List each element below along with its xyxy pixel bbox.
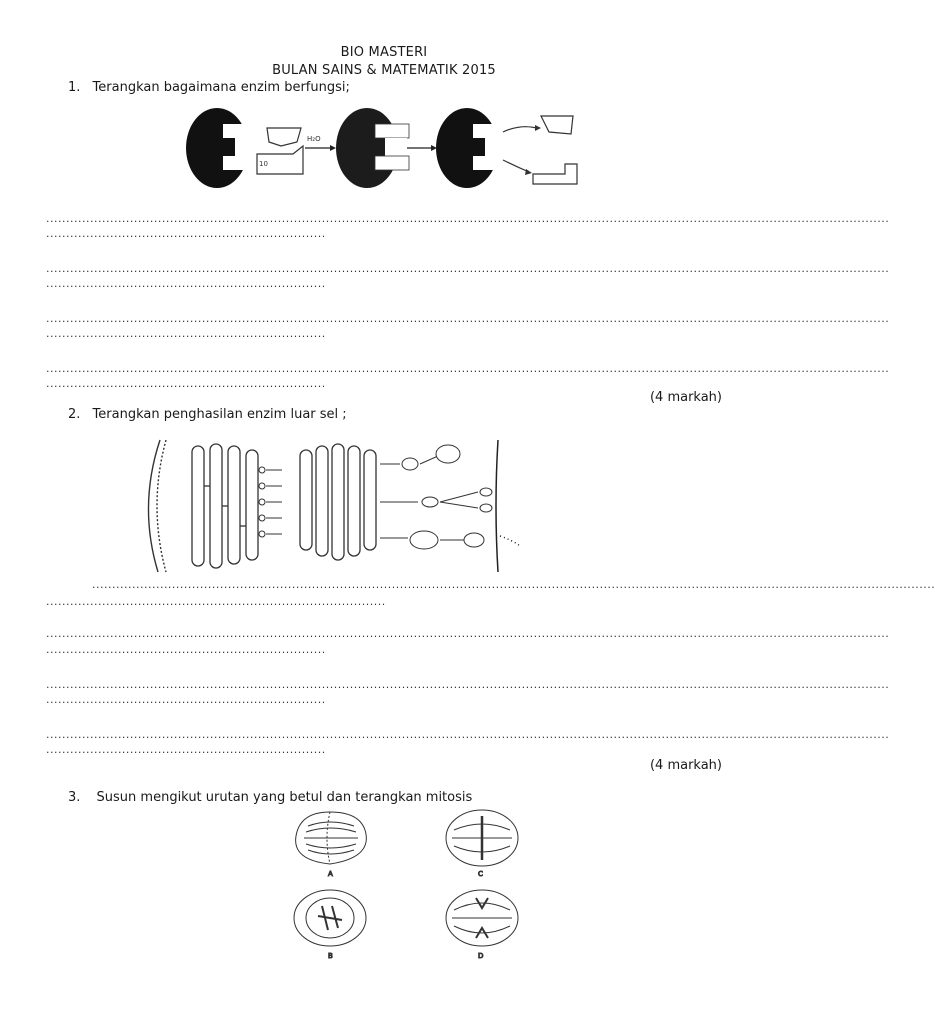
answer-line-1c-cont[interactable]: ...................................................................... (46, 327, 326, 340)
answer-line-2d[interactable]: ................................................................................................................................................................................................................... (46, 728, 890, 741)
vesicles-er-to-golgi (259, 467, 282, 537)
label-c: C (478, 870, 483, 878)
arrow-reaction (407, 145, 437, 151)
nucleus-membrane (148, 440, 166, 572)
mitosis-cell-d (446, 890, 518, 960)
label-a: A (328, 870, 333, 878)
label-b: B (328, 952, 333, 960)
enzyme-shape-2 (436, 108, 499, 188)
answer-line-2b[interactable]: ................................................................................................................................................................................................................... (46, 627, 890, 640)
question-3-number: 3. (68, 790, 81, 805)
arrow-water (305, 135, 336, 151)
svg-text:10: 10 (259, 160, 268, 168)
mitosis-cell-b (294, 890, 366, 960)
enzyme-action-diagram (185, 102, 590, 194)
answer-line-1b[interactable]: ................................................................................................................................................................................................................... (46, 262, 890, 275)
secretion-pathway-diagram (148, 436, 528, 574)
worksheet-subtitle: BULAN SAINS & MATEMATIK 2015 (272, 63, 496, 78)
water-label: H₂O (307, 135, 321, 143)
answer-line-1a-cont[interactable]: ...................................................................... (46, 227, 326, 240)
rough-er (192, 444, 258, 568)
answer-line-1b-cont[interactable]: ...................................................................... (46, 277, 326, 290)
answer-line-1a[interactable]: ................................................................................................................................................................................................................... (46, 212, 890, 225)
products (503, 116, 577, 184)
answer-line-2a-cont[interactable]: ..................................................................................... (46, 595, 386, 608)
label-d: D (478, 952, 484, 960)
question-3-text: Susun mengikut urutan yang betul dan terangkan mitosis (96, 790, 473, 805)
worksheet-title: BIO MASTERI (340, 45, 428, 60)
answer-line-2c-cont[interactable]: ...................................................................... (46, 693, 326, 706)
question-2 (68, 407, 347, 422)
answer-line-2b-cont[interactable]: ...................................................................... (46, 643, 326, 656)
mitosis-cell-a (296, 812, 367, 878)
answer-line-1d[interactable]: ................................................................................................................................................................................................................... (46, 362, 890, 375)
answer-line-2a[interactable]: ................................................................................................................................................................................................................... (92, 578, 935, 591)
mitosis-stages-diagram (288, 808, 538, 964)
question-1 (68, 80, 350, 95)
answer-line-2d-cont[interactable]: ...................................................................... (46, 743, 326, 756)
answer-line-2c[interactable]: ................................................................................................................................................................................................................... (46, 678, 890, 691)
secretory-vesicles (380, 445, 492, 549)
question-1-number: 1. (68, 80, 81, 95)
plasma-membrane (496, 440, 520, 572)
question-1-text: Terangkan bagaimana enzim berfungsi; (92, 80, 350, 95)
golgi-apparatus (300, 444, 376, 560)
question-2-marks: (4 markah) (649, 758, 722, 773)
enzyme-shape-1 (186, 108, 249, 188)
answer-line-1d-cont[interactable]: ...................................................................... (46, 377, 326, 390)
enzyme-substrate-complex (336, 108, 409, 188)
substrate-shape (257, 128, 303, 174)
question-2-text: Terangkan penghasilan enzim luar sel ; (92, 407, 347, 422)
mitosis-cell-c (446, 810, 518, 878)
answer-line-1c[interactable]: ................................................................................................................................................................................................................... (46, 312, 890, 325)
question-3 (68, 790, 472, 805)
question-1-marks: (4 markah) (649, 390, 722, 405)
question-2-number: 2. (68, 407, 81, 422)
